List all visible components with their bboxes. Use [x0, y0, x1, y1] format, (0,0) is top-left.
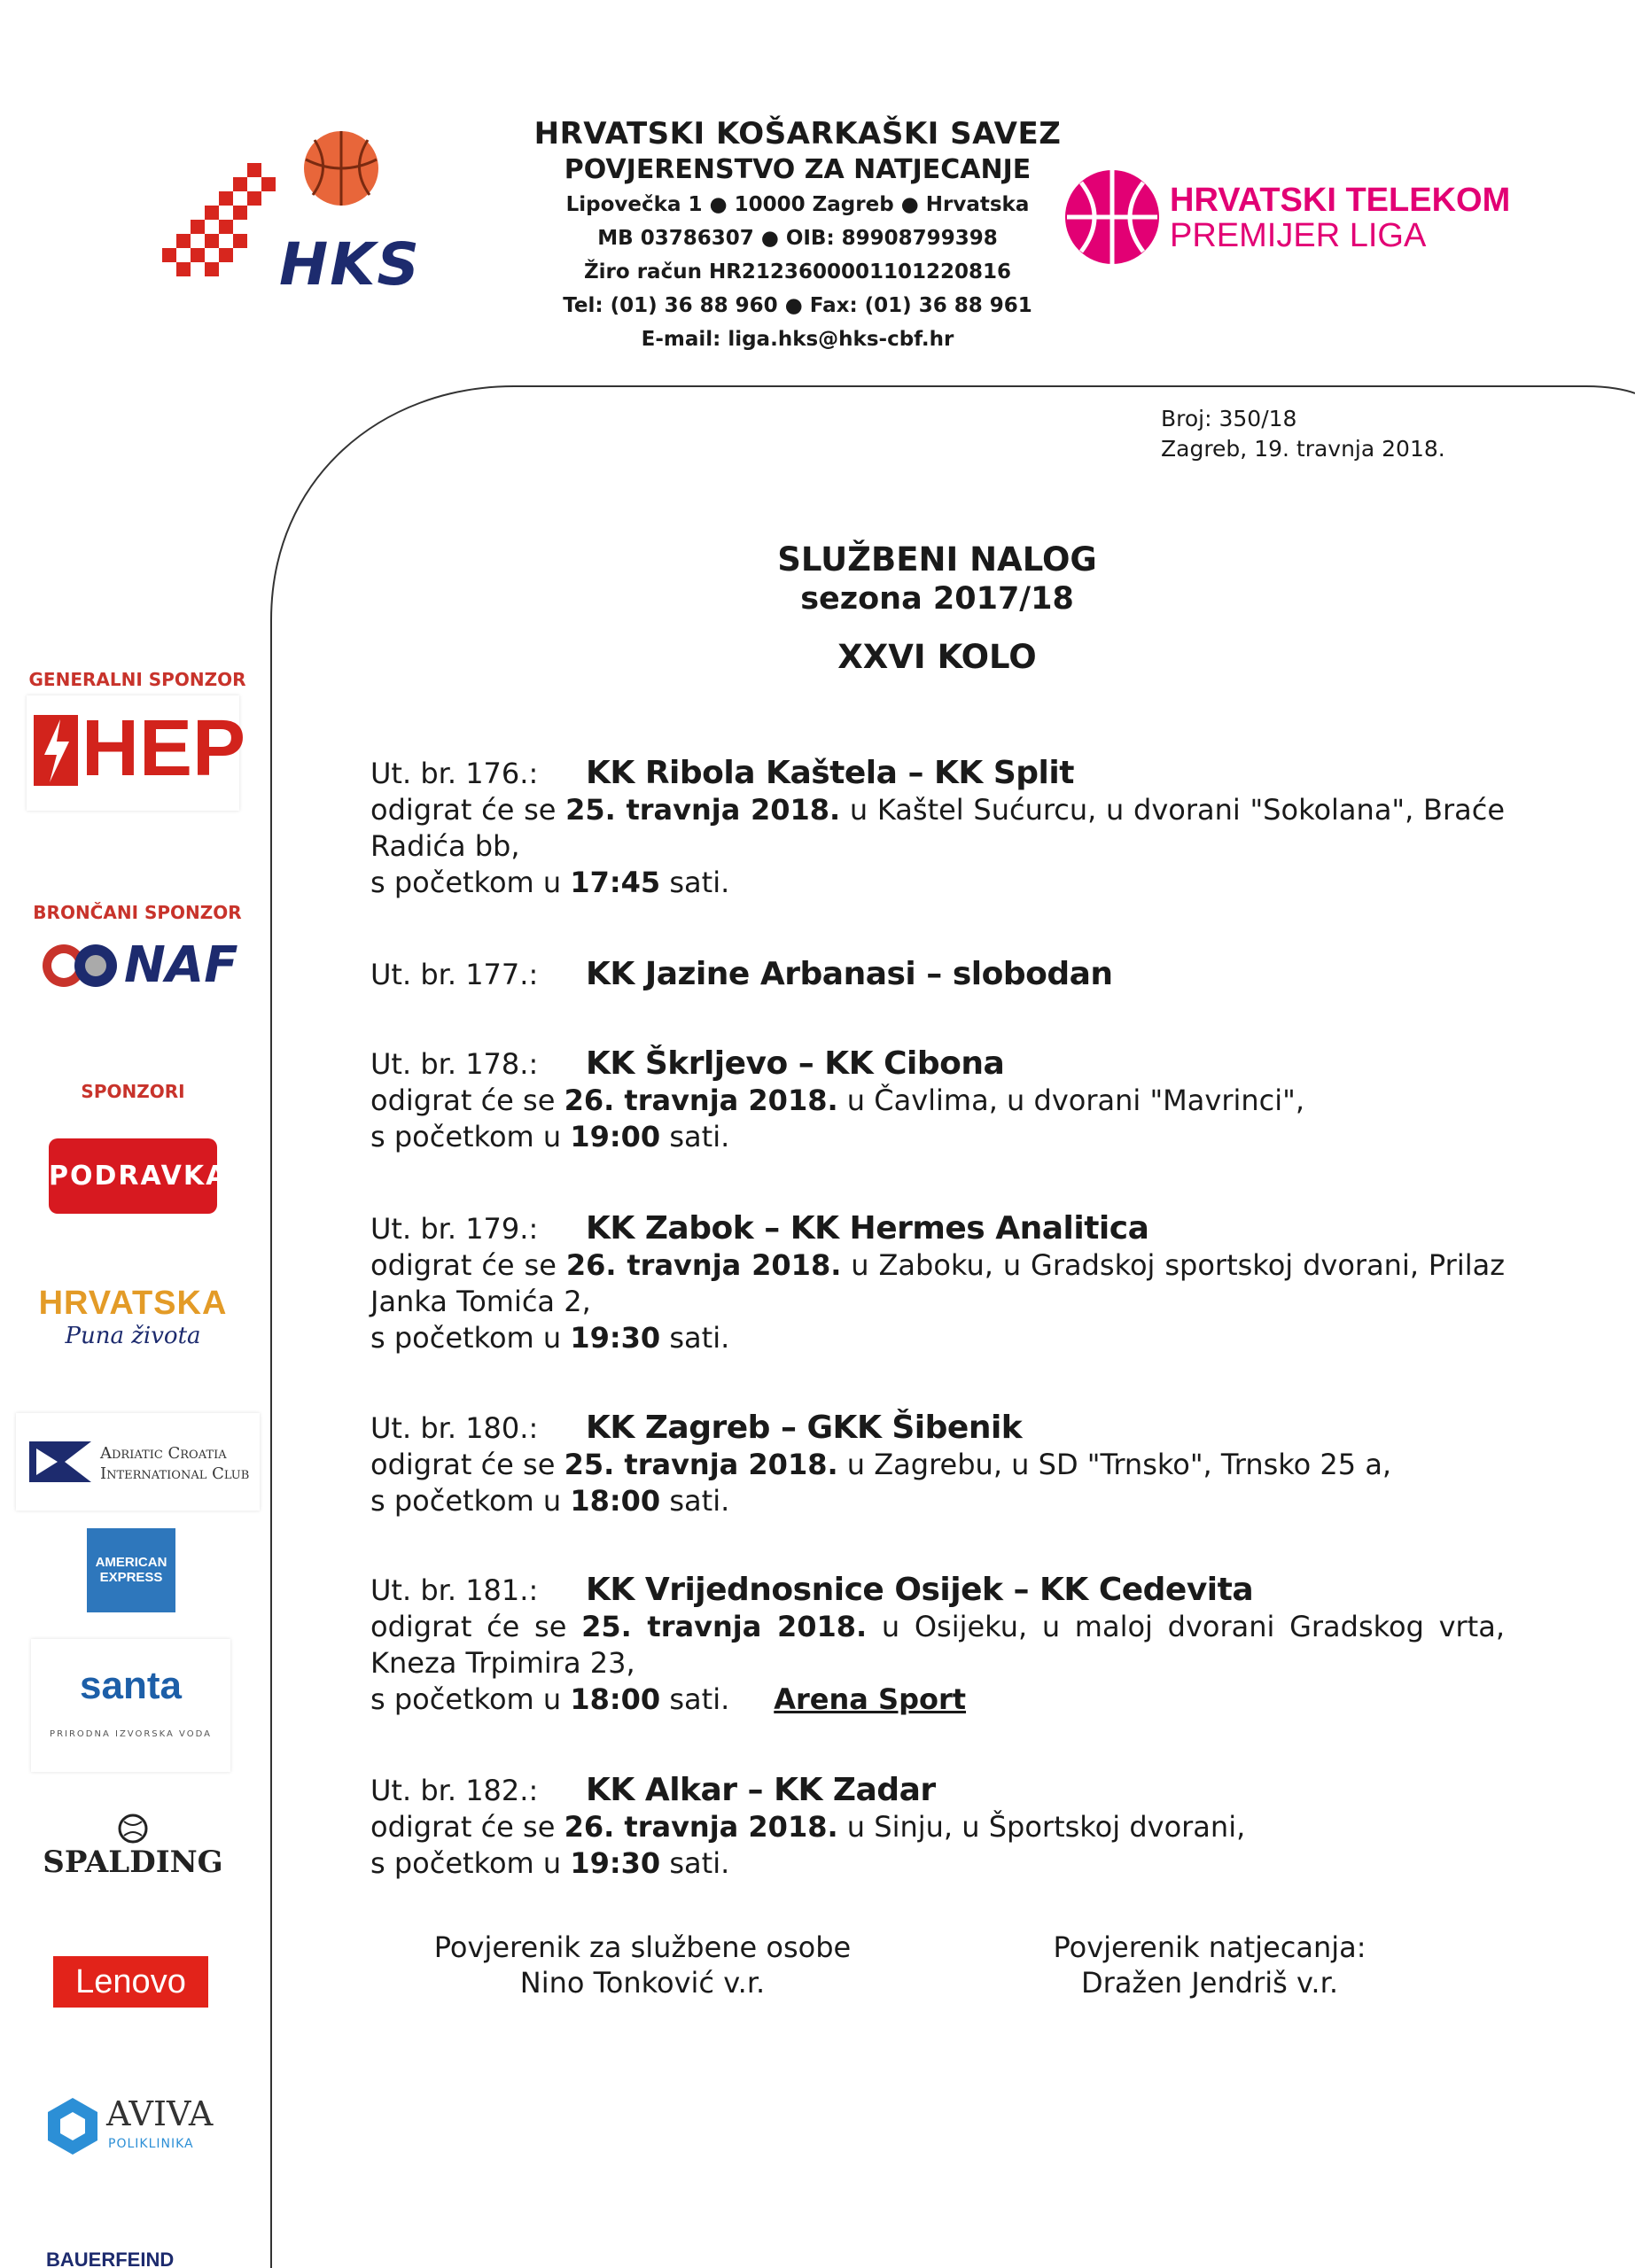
- match-teams: KK Škrljevo – KK Cibona: [586, 1045, 1005, 1082]
- match-number: Ut. br. 179.:: [370, 1212, 539, 1246]
- match-number: Ut. br. 177.:: [370, 958, 539, 991]
- match-181: [370, 1572, 1505, 1718]
- lenovo-logo: [53, 1956, 208, 2008]
- season: sezona 2017/18: [800, 581, 1074, 617]
- match-time: 19:30: [570, 1846, 661, 1880]
- match-teams: KK Vrijednosnice Osijek – KK Cedevita: [586, 1572, 1254, 1608]
- match-time: 19:00: [570, 1120, 661, 1153]
- match-date: 25. travnja 2018.: [565, 793, 841, 827]
- match-number: Ut. br. 182.:: [370, 1774, 539, 1807]
- hrvatska-tagline: Puna života: [65, 1323, 201, 1349]
- match-177: [370, 956, 1505, 993]
- aci-flag-icon: [29, 1441, 91, 1482]
- naf-logo: [40, 935, 238, 997]
- match-start: s početkom u 19:30 sati.: [370, 1321, 730, 1355]
- match-start: s početkom u 17:45 sati.: [370, 866, 730, 899]
- aviva-hex-icon: [46, 2096, 99, 2156]
- amex-logo: [87, 1528, 175, 1612]
- bank-account: Žiro račun HR2123600001101220816: [584, 260, 1011, 284]
- aviva-logo: [46, 2091, 223, 2162]
- aviva-text: AVIVA: [106, 2094, 214, 2133]
- round: XXVI KOLO: [837, 638, 1037, 676]
- naf-circle-icon: [40, 942, 120, 990]
- signature-left-name: Nino Tonković v.r.: [519, 1966, 766, 2000]
- reference-number: Broj: 350/18: [1161, 406, 1297, 431]
- match-venue: odigrat će se 25. travnja 2018. u Kaštel Sućurcu, u dvorani "Sokolana", Braće Radića bb,: [370, 793, 1505, 863]
- match-teams: KK Ribola Kaštela – KK Split: [586, 755, 1074, 791]
- naf-text: NAF: [124, 936, 238, 994]
- sponsors-label: SPONZORI: [81, 1081, 185, 1102]
- hks-logo-text: HKS: [279, 230, 421, 299]
- league-line-2: PREMIJER LIGA: [1170, 217, 1427, 254]
- podravka-text: PODRAVKA: [49, 1161, 229, 1192]
- general-sponsor-label: GENERALNI SPONZOR: [28, 669, 246, 690]
- signature-right-role: Povjerenik natjecanja:: [1053, 1930, 1366, 1964]
- match-venue: odigrat će se 26. travnja 2018. u Sinju, u Športskoj dvorani,: [370, 1810, 1246, 1844]
- tv-broadcaster: Arena Sport: [774, 1682, 967, 1716]
- match-179: [370, 1210, 1505, 1356]
- hrvatska-text: HRVATSKA: [38, 1285, 228, 1322]
- match-start: s početkom u 18:00 sati.: [370, 1484, 730, 1518]
- reference-block: [1161, 404, 1445, 464]
- bronze-sponsor-label: BRONČANI SPONZOR: [33, 902, 242, 923]
- aviva-subtitle: POLIKLINIKA: [108, 2137, 194, 2151]
- match-start: s početkom u 19:00 sati.: [370, 1120, 730, 1153]
- basketball-icon: [1063, 168, 1161, 266]
- phone-fax: Tel: (01) 36 88 960 ● Fax: (01) 36 88 961: [563, 294, 1032, 317]
- aci-line-1: Adriatic Croatia: [100, 1444, 227, 1463]
- signature-right-name: Dražen Jendriš v.r.: [1081, 1966, 1338, 2000]
- santa-subtitle: PRIRODNA IZVORSKA VODA: [50, 1729, 212, 1739]
- amex-line-2: EXPRESS: [99, 1570, 163, 1585]
- address: Lipovečka 1 ● 10000 Zagreb ● Hrvatska: [565, 193, 1030, 216]
- hep-bolt-icon: [34, 715, 78, 786]
- email: E-mail: liga.hks@hks-cbf.hr: [641, 328, 954, 351]
- match-start: s početkom u 18:00 sati. Arena Sport: [370, 1682, 967, 1716]
- match-180: [370, 1410, 1505, 1519]
- match-number: Ut. br. 181.:: [370, 1573, 539, 1607]
- match-date: 26. travnja 2018.: [565, 1248, 842, 1282]
- letterhead: [461, 115, 1134, 356]
- match-venue: odigrat će se 25. travnja 2018. u Osijeku, u maloj dvorani Gradskog vrta, Kneza Trpimira 23,: [370, 1610, 1506, 1680]
- lenovo-text: Lenovo: [75, 1963, 186, 2000]
- match-number: Ut. br. 176.:: [370, 757, 539, 790]
- spalding-ball-icon: [117, 1813, 149, 1845]
- doc-title: SLUŽBENI NALOG: [777, 540, 1097, 579]
- signature-right: [1028, 1930, 1391, 2000]
- bauerfeind-text: BAUERFEIND: [46, 2249, 175, 2268]
- match-start: s početkom u 19:30 sati.: [370, 1846, 730, 1880]
- dept-name: POVJERENSTVO ZA NATJECANJE: [564, 154, 1032, 185]
- match-teams: KK Alkar – KK Zadar: [586, 1772, 936, 1808]
- company-ids: MB 03786307 ● OIB: 89908799398: [597, 227, 998, 250]
- signature-left: [425, 1930, 860, 2000]
- amex-line-1: AMERICAN: [95, 1555, 167, 1570]
- match-time: 19:30: [570, 1321, 661, 1355]
- league-logo: [1063, 168, 1511, 275]
- hep-text: HEP: [82, 704, 246, 793]
- match-time: 18:00: [570, 1484, 661, 1518]
- spalding-logo: [35, 1807, 230, 1896]
- match-time: 18:00: [570, 1682, 661, 1716]
- match-date: 26. travnja 2018.: [564, 1810, 838, 1844]
- match-date: 25. travnja 2018.: [581, 1610, 868, 1643]
- match-teams: KK Zabok – KK Hermes Analitica: [586, 1210, 1149, 1247]
- santa-text: santa: [80, 1664, 182, 1707]
- signature-left-role: Povjerenik za službene osobe: [433, 1930, 852, 1964]
- match-teams: KK Jazine Arbanasi – slobodan: [586, 956, 1113, 992]
- match-number: Ut. br. 180.:: [370, 1411, 539, 1445]
- match-178: [370, 1045, 1505, 1155]
- hks-logo: [155, 124, 474, 301]
- hep-logo: [27, 695, 246, 811]
- match-176: [370, 755, 1505, 901]
- aci-logo: [16, 1413, 260, 1511]
- match-venue: odigrat će se 26. travnja 2018. u Zaboku, u Gradskoj sportskoj dvorani, Prilaz Janka Tomića 2,: [370, 1248, 1506, 1318]
- spalding-text: SPALDING: [43, 1845, 223, 1880]
- reference-date: Zagreb, 19. travnja 2018.: [1161, 436, 1445, 462]
- match-time: 17:45: [570, 866, 661, 899]
- santa-logo: [31, 1639, 230, 1772]
- match-number: Ut. br. 178.:: [370, 1047, 539, 1081]
- match-date: 26. travnja 2018.: [564, 1084, 838, 1117]
- match-date: 25. travnja 2018.: [564, 1448, 838, 1481]
- org-name: HRVATSKI KOŠARKAŠKI SAVEZ: [533, 116, 1062, 151]
- hrvatska-logo: [22, 1258, 244, 1382]
- aci-line-2: International Club: [100, 1464, 250, 1483]
- match-venue: odigrat će se 25. travnja 2018. u Zagrebu, u SD "Trnsko", Trnsko 25 a,: [370, 1448, 1392, 1481]
- league-line-1: HRVATSKI TELEKOM: [1170, 182, 1511, 219]
- match-teams: KK Zagreb – GKK Šibenik: [586, 1410, 1023, 1446]
- match-182: [370, 1772, 1505, 1882]
- podravka-logo: [49, 1138, 229, 1214]
- bauerfeind-logo: [46, 2247, 223, 2268]
- match-venue: odigrat će se 26. travnja 2018. u Čavlima, u dvorani "Mavrinci",: [370, 1084, 1305, 1117]
